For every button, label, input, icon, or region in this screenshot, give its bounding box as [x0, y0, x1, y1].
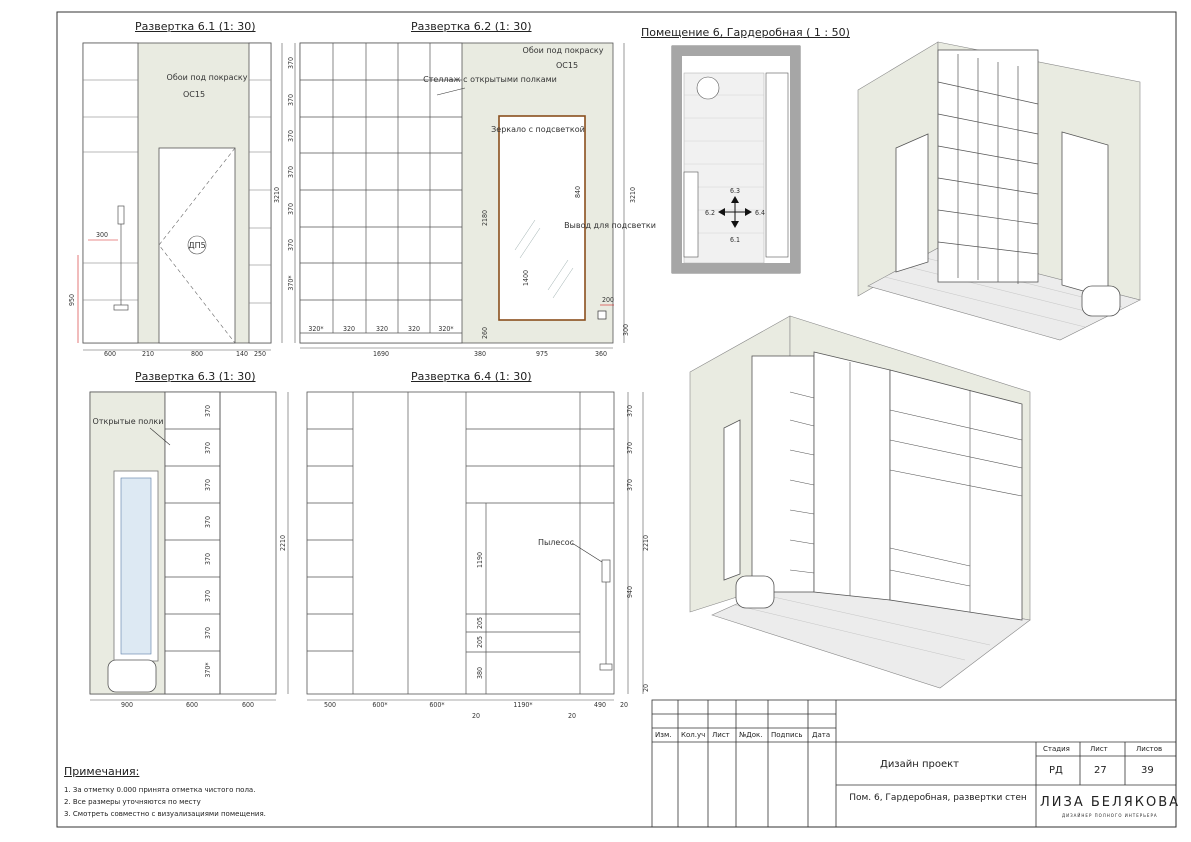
- svg-text:490: 490: [593, 701, 607, 709]
- svg-text:370: 370: [287, 165, 295, 179]
- note-3: 3. Смотреть совместно с визуализациями помещения.: [64, 810, 266, 818]
- outlet-icon: [598, 311, 606, 319]
- svg-text:370: 370: [287, 238, 295, 252]
- svg-text:975: 975: [535, 350, 549, 358]
- stamp-sheets-header: Листов: [1136, 745, 1163, 753]
- svg-text:6.2: 6.2: [704, 209, 716, 217]
- svg-text:370: 370: [287, 93, 295, 107]
- elevation-6-4: [307, 392, 650, 720]
- svg-text:370: 370: [204, 626, 212, 640]
- stamp-h-ndok: №Док.: [739, 731, 763, 739]
- svg-text:900: 900: [120, 701, 134, 709]
- svg-text:320: 320: [375, 325, 389, 333]
- svg-text:370: 370: [204, 478, 212, 492]
- svg-text:1400: 1400: [522, 269, 530, 287]
- svg-text:600*: 600*: [429, 701, 445, 709]
- svg-text:2210: 2210: [279, 534, 287, 552]
- svg-text:370: 370: [287, 129, 295, 143]
- svg-text:210: 210: [141, 350, 155, 358]
- svg-text:600: 600: [103, 350, 117, 358]
- svg-text:940: 940: [626, 585, 634, 599]
- svg-text:6.3: 6.3: [729, 187, 741, 195]
- svg-text:370: 370: [287, 202, 295, 216]
- plan-pouf: [697, 77, 719, 99]
- svg-text:370: 370: [204, 404, 212, 418]
- notes-block: [64, 766, 266, 820]
- svg-text:500: 500: [323, 701, 337, 709]
- svg-text:370: 370: [287, 56, 295, 70]
- svg-text:800: 800: [190, 350, 204, 358]
- svg-text:300: 300: [622, 323, 630, 337]
- svg-text:6.1: 6.1: [729, 236, 741, 244]
- pouf: [108, 660, 156, 692]
- stamp-sheet-header: Лист: [1090, 745, 1108, 753]
- svg-text:380: 380: [473, 350, 487, 358]
- stamp-stage-header: Стадия: [1043, 745, 1070, 753]
- open-rack-grid: [300, 43, 462, 343]
- svg-text:Вывод для подсветки: Вывод для подсветки: [564, 221, 656, 230]
- title-6-2: Развертка 6.2 (1: 30): [411, 20, 532, 33]
- elevation-6-2: [287, 43, 656, 358]
- svg-text:370: 370: [626, 404, 634, 418]
- stamp-h-data: Дата: [812, 731, 831, 739]
- svg-text:1190*: 1190*: [513, 701, 533, 709]
- svg-text:ДП5: ДП5: [188, 241, 206, 250]
- svg-text:370: 370: [626, 441, 634, 455]
- svg-text:Обои под покраску: Обои под покраску: [166, 73, 248, 82]
- svg-text:20: 20: [642, 683, 650, 693]
- title-6-4: Развертка 6.4 (1: 30): [411, 370, 532, 383]
- mirror-frame: [499, 116, 585, 320]
- svg-text:140: 140: [235, 350, 249, 358]
- rack-3d: [938, 50, 1038, 282]
- svg-text:20: 20: [567, 712, 577, 720]
- stamp-project: Дизайн проект: [880, 759, 959, 770]
- svg-text:3210: 3210: [273, 186, 281, 204]
- note-1: 1. За отметку 0.000 принята отметка чистого пола.: [64, 786, 256, 794]
- svg-text:2210: 2210: [642, 534, 650, 552]
- stamp-sheets: 39: [1141, 765, 1154, 776]
- stamp-h-list: Лист: [712, 731, 730, 739]
- svg-text:ОС15: ОС15: [555, 61, 579, 70]
- svg-text:Стеллаж с открытыми полками: Стеллаж с открытыми полками: [423, 75, 557, 84]
- room-plan: [672, 46, 800, 273]
- stamp-sheet: 27: [1094, 765, 1107, 776]
- svg-text:2180: 2180: [481, 209, 489, 227]
- note-2: 2. Все размеры уточняются по месту: [64, 798, 201, 806]
- svg-text:250: 250: [253, 350, 267, 358]
- stamp-sheet-title: Пом. 6, Гардеробная, развертки стен: [849, 793, 1027, 803]
- svg-text:320*: 320*: [438, 325, 454, 333]
- rack-left: [83, 43, 138, 343]
- svg-text:950: 950: [68, 293, 76, 307]
- svg-text:370: 370: [204, 441, 212, 455]
- svg-text:380: 380: [476, 666, 484, 680]
- notes-title: Примечания:: [64, 765, 140, 778]
- brand-subtitle: ДИЗАЙНЕР ПОЛНОГО ИНТЕРЬЕРА: [1062, 813, 1158, 818]
- stamp-h-kolych: Кол.уч: [681, 731, 706, 739]
- visualization-top: [858, 42, 1140, 340]
- svg-text:6.4: 6.4: [754, 209, 766, 217]
- svg-text:Открытые полки: Открытые полки: [92, 417, 164, 426]
- svg-text:ОС15: ОС15: [182, 90, 206, 99]
- svg-text:840: 840: [574, 185, 582, 199]
- svg-text:Обои под покраску: Обои под покраску: [522, 46, 604, 55]
- title-6-3: Развертка 6.3 (1: 30): [135, 370, 256, 383]
- title-plan: Помещение 6, Гардеробная ( 1 : 50): [641, 26, 850, 39]
- svg-text:300: 300: [96, 231, 109, 239]
- svg-text:200: 200: [601, 296, 615, 304]
- svg-text:1690: 1690: [372, 350, 390, 358]
- svg-text:205: 205: [476, 635, 484, 649]
- svg-text:370: 370: [204, 552, 212, 566]
- mirror-6-3: [121, 478, 151, 654]
- svg-text:260: 260: [481, 326, 489, 340]
- svg-text:370: 370: [204, 515, 212, 529]
- svg-text:320*: 320*: [308, 325, 324, 333]
- svg-text:3210: 3210: [629, 186, 637, 204]
- rack-right: [249, 43, 271, 343]
- svg-text:600*: 600*: [372, 701, 388, 709]
- stamp-stage: РД: [1049, 765, 1063, 776]
- svg-text:370: 370: [204, 589, 212, 603]
- svg-text:20: 20: [619, 701, 629, 709]
- svg-text:370*: 370*: [287, 275, 295, 291]
- visualization-bottom: [690, 316, 1030, 688]
- svg-text:320: 320: [342, 325, 356, 333]
- stamp-h-izm: Изм.: [655, 731, 672, 739]
- stamp-h-podpis: Подпись: [771, 731, 803, 739]
- svg-text:20: 20: [471, 712, 481, 720]
- svg-text:1190: 1190: [476, 551, 484, 569]
- elevation-6-1: [68, 43, 282, 358]
- elevation-6-3: [90, 392, 288, 709]
- svg-text:320: 320: [407, 325, 421, 333]
- svg-text:360: 360: [594, 350, 608, 358]
- svg-text:600: 600: [241, 701, 255, 709]
- brand-logo: ЛИЗА БЕЛЯКОВА: [1040, 795, 1181, 810]
- mirror-3d: [1062, 132, 1108, 298]
- svg-text:600: 600: [185, 701, 199, 709]
- svg-text:370*: 370*: [204, 662, 212, 678]
- svg-text:205: 205: [476, 616, 484, 630]
- svg-text:Зеркало с подсветкой: Зеркало с подсветкой: [491, 125, 585, 134]
- title-6-1: Развертка 6.1 (1: 30): [135, 20, 256, 33]
- svg-text:Пылесос: Пылесос: [537, 538, 575, 547]
- svg-text:370: 370: [626, 478, 634, 492]
